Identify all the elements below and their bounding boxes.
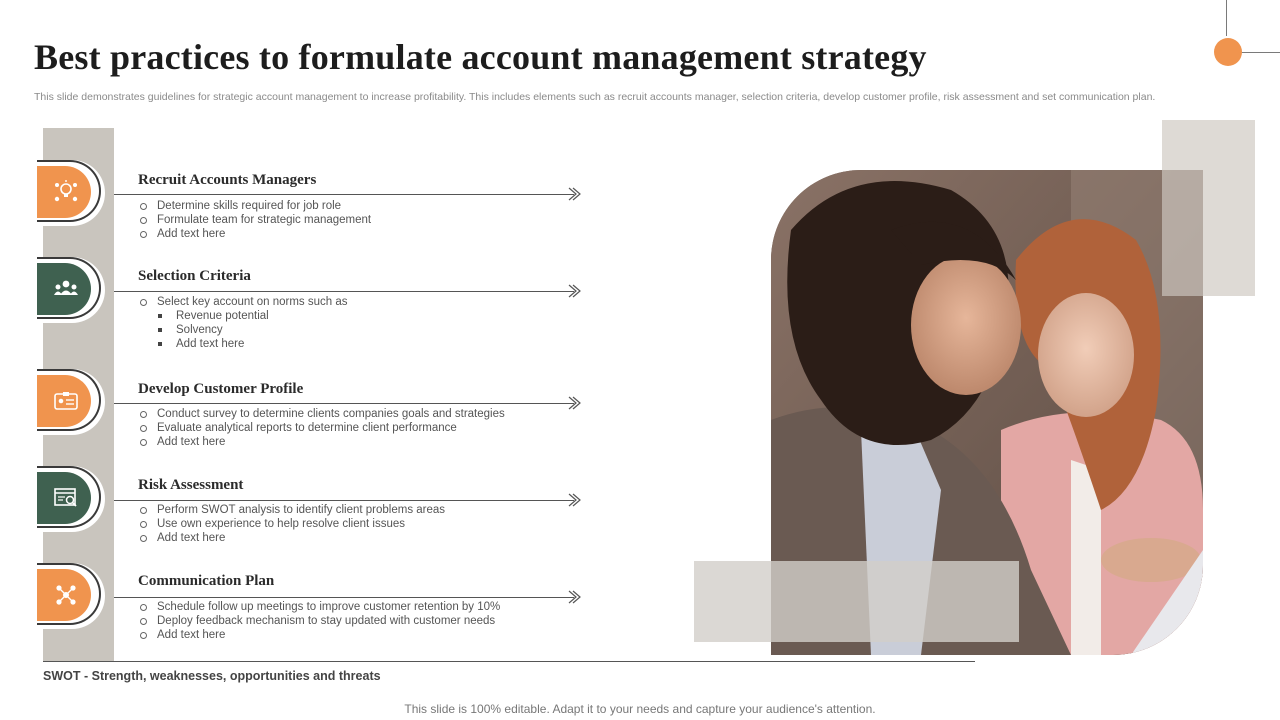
- bullet-item: Conduct survey to determine clients companies goals and strategies: [140, 407, 505, 421]
- bullet-item: Schedule follow up meetings to improve customer retention by 10%: [140, 600, 500, 614]
- group-users-icon: [53, 278, 79, 300]
- practice-divider: [114, 500, 574, 501]
- practice-badge: [37, 369, 105, 435]
- sub-bullet-item: Add text here: [140, 337, 348, 351]
- badge-circle: [37, 569, 91, 621]
- badge-circle: [37, 263, 91, 315]
- practice-badge: [37, 160, 105, 226]
- chevron-right-icon: [567, 284, 581, 298]
- corner-horizontal-line: [1241, 52, 1280, 53]
- bullet-item: Deploy feedback mechanism to stay updated with customer needs: [140, 614, 500, 628]
- chevron-right-icon: [567, 493, 581, 507]
- decorative-overlay-top: [1162, 170, 1203, 296]
- team-idea-icon: [53, 179, 79, 205]
- practice-bullets: [140, 199, 371, 241]
- decorative-gray-block-bottom: [694, 561, 1019, 642]
- practice-title: Selection Criteria: [138, 268, 251, 284]
- corner-accent-dot: [1214, 38, 1242, 66]
- badge-circle: [37, 166, 91, 218]
- bullet-item: Use own experience to help resolve client issues: [140, 517, 445, 531]
- practice-title: Risk Assessment: [138, 477, 244, 493]
- bottom-divider: [43, 661, 975, 662]
- sub-bullet-item: Solvency: [140, 323, 348, 337]
- practice-divider: [114, 194, 574, 195]
- chevron-right-icon: [567, 396, 581, 410]
- bullet-item: Select key account on norms such as: [140, 295, 348, 309]
- corner-vertical-line: [1226, 0, 1227, 36]
- practice-title: Recruit Accounts Managers: [138, 172, 317, 188]
- bullet-item: Evaluate analytical reports to determine client performance: [140, 421, 505, 435]
- practice-divider: [114, 597, 574, 598]
- practice-bullets: [140, 503, 445, 545]
- practice-badge: [37, 466, 105, 532]
- practice-title: Communication Plan: [138, 573, 275, 589]
- slide-subtitle: This slide demonstrates guidelines for strategic account management to increase profitability. This includes elements such as recruit accounts manager, selection criteria, develop customer profile, risk assessment and set communication plan.: [34, 91, 1156, 103]
- practice-bullets: [140, 407, 505, 449]
- badge-circle: [37, 375, 91, 427]
- network-icon: [54, 583, 78, 607]
- report-search-icon: [53, 486, 79, 510]
- swot-note: SWOT - Strength, weaknesses, opportunities and threats: [43, 669, 381, 683]
- sub-bullet-item: Revenue potential: [140, 309, 348, 323]
- bullet-item: Add text here: [140, 628, 500, 642]
- bullet-item: Formulate team for strategic management: [140, 213, 371, 227]
- practice-badge: [37, 563, 105, 629]
- bullet-item: Add text here: [140, 227, 371, 241]
- practice-badge: [37, 257, 105, 323]
- practice-bullets: [140, 295, 348, 351]
- slide-footer: This slide is 100% editable. Adapt it to your needs and capture your audience's attention.: [404, 702, 876, 716]
- bullet-item: Perform SWOT analysis to identify client problems areas: [140, 503, 445, 517]
- bullet-item: Add text here: [140, 435, 505, 449]
- chevron-right-icon: [567, 187, 581, 201]
- slide-title: Best practices to formulate account management strategy: [34, 37, 927, 77]
- practice-divider: [114, 403, 574, 404]
- bullet-item: Add text here: [140, 531, 445, 545]
- badge-circle: [37, 472, 91, 524]
- bullet-item: Determine skills required for job role: [140, 199, 371, 213]
- practice-divider: [114, 291, 574, 292]
- practice-bullets: [140, 600, 500, 642]
- chevron-right-icon: [567, 590, 581, 604]
- id-card-icon: [53, 391, 79, 411]
- practice-title: Develop Customer Profile: [138, 381, 304, 397]
